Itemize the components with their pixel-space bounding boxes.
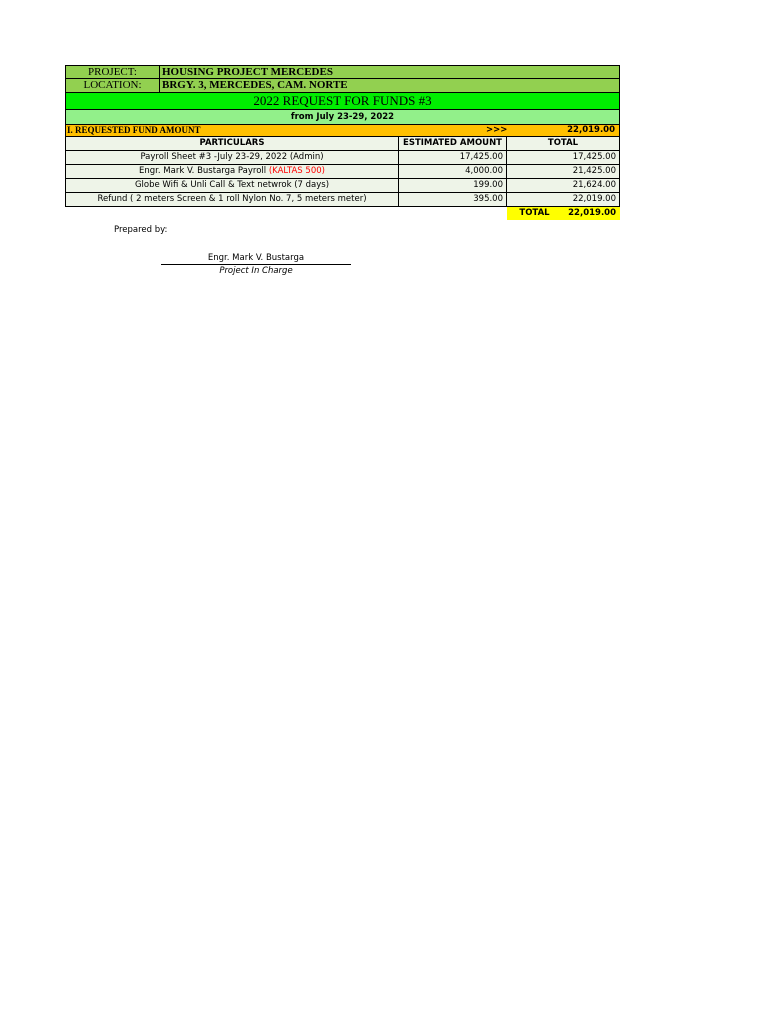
date-range: from July 23-29, 2022 <box>65 110 620 124</box>
total-cell: 17,425.00 <box>507 151 620 165</box>
column-header-total: TOTAL <box>507 137 620 151</box>
particulars-cell <box>65 193 399 207</box>
particulars-text: Engr. Mark V. Bustarga Payroll <box>139 166 269 176</box>
location-value: BRGY. 3, MERCEDES, CAM. NORTE <box>160 79 620 93</box>
estimated-cell: 17,425.00 <box>399 151 507 165</box>
estimated-cell: 199.00 <box>399 179 507 193</box>
total-cell: 21,624.00 <box>507 179 620 193</box>
table-header <box>65 137 620 151</box>
requested-fund-row <box>65 124 620 137</box>
table-row <box>65 165 620 179</box>
estimated-cell: 4,000.00 <box>399 165 507 179</box>
total-spacer <box>65 207 507 220</box>
project-row <box>65 65 620 79</box>
particulars-cell <box>65 165 399 179</box>
fund-request-sheet <box>65 65 620 220</box>
requested-fund-label: I. REQUESTED FUND AMOUNT <box>67 125 201 135</box>
requested-fund-arrow: >>> <box>486 125 508 135</box>
particulars-note: (KALTAS 500) <box>268 166 325 176</box>
location-label: LOCATION: <box>65 79 160 93</box>
table-row <box>65 179 620 193</box>
project-label: PROJECT: <box>65 65 160 79</box>
grand-total-label: TOTAL <box>519 208 550 218</box>
document-title: 2022 REQUEST FOR FUNDS #3 <box>65 93 620 110</box>
table-row <box>65 151 620 165</box>
grand-total-box <box>507 207 620 220</box>
prepared-by-label: Prepared by: <box>114 225 168 235</box>
column-header-estimated: ESTIMATED AMOUNT <box>399 137 507 151</box>
signatory-role: Project In Charge <box>219 266 293 276</box>
particulars-text: Payroll Sheet #3 -July 23-29, 2022 (Admin) <box>140 152 324 162</box>
estimated-cell: 395.00 <box>399 193 507 207</box>
particulars-cell <box>65 151 399 165</box>
particulars-text: Globe Wifi & Unli Call & Text netwrok (7 days) <box>134 180 330 190</box>
signatory-name: Engr. Mark V. Bustarga <box>161 252 351 265</box>
grand-total-amount: 22,019.00 <box>568 208 616 218</box>
location-row <box>65 79 620 93</box>
grand-total-row <box>65 207 620 220</box>
table-row <box>65 193 620 207</box>
total-cell: 22,019.00 <box>507 193 620 207</box>
column-header-particulars: PARTICULARS <box>65 137 399 151</box>
particulars-cell <box>65 179 399 193</box>
project-value: HOUSING PROJECT MERCEDES <box>160 65 620 79</box>
requested-fund-amount: 22,019.00 <box>567 125 615 135</box>
total-cell: 21,425.00 <box>507 165 620 179</box>
particulars-text: Refund ( 2 meters Screen & 1 roll Nylon No. 7, 5 meters meter) <box>97 194 367 204</box>
